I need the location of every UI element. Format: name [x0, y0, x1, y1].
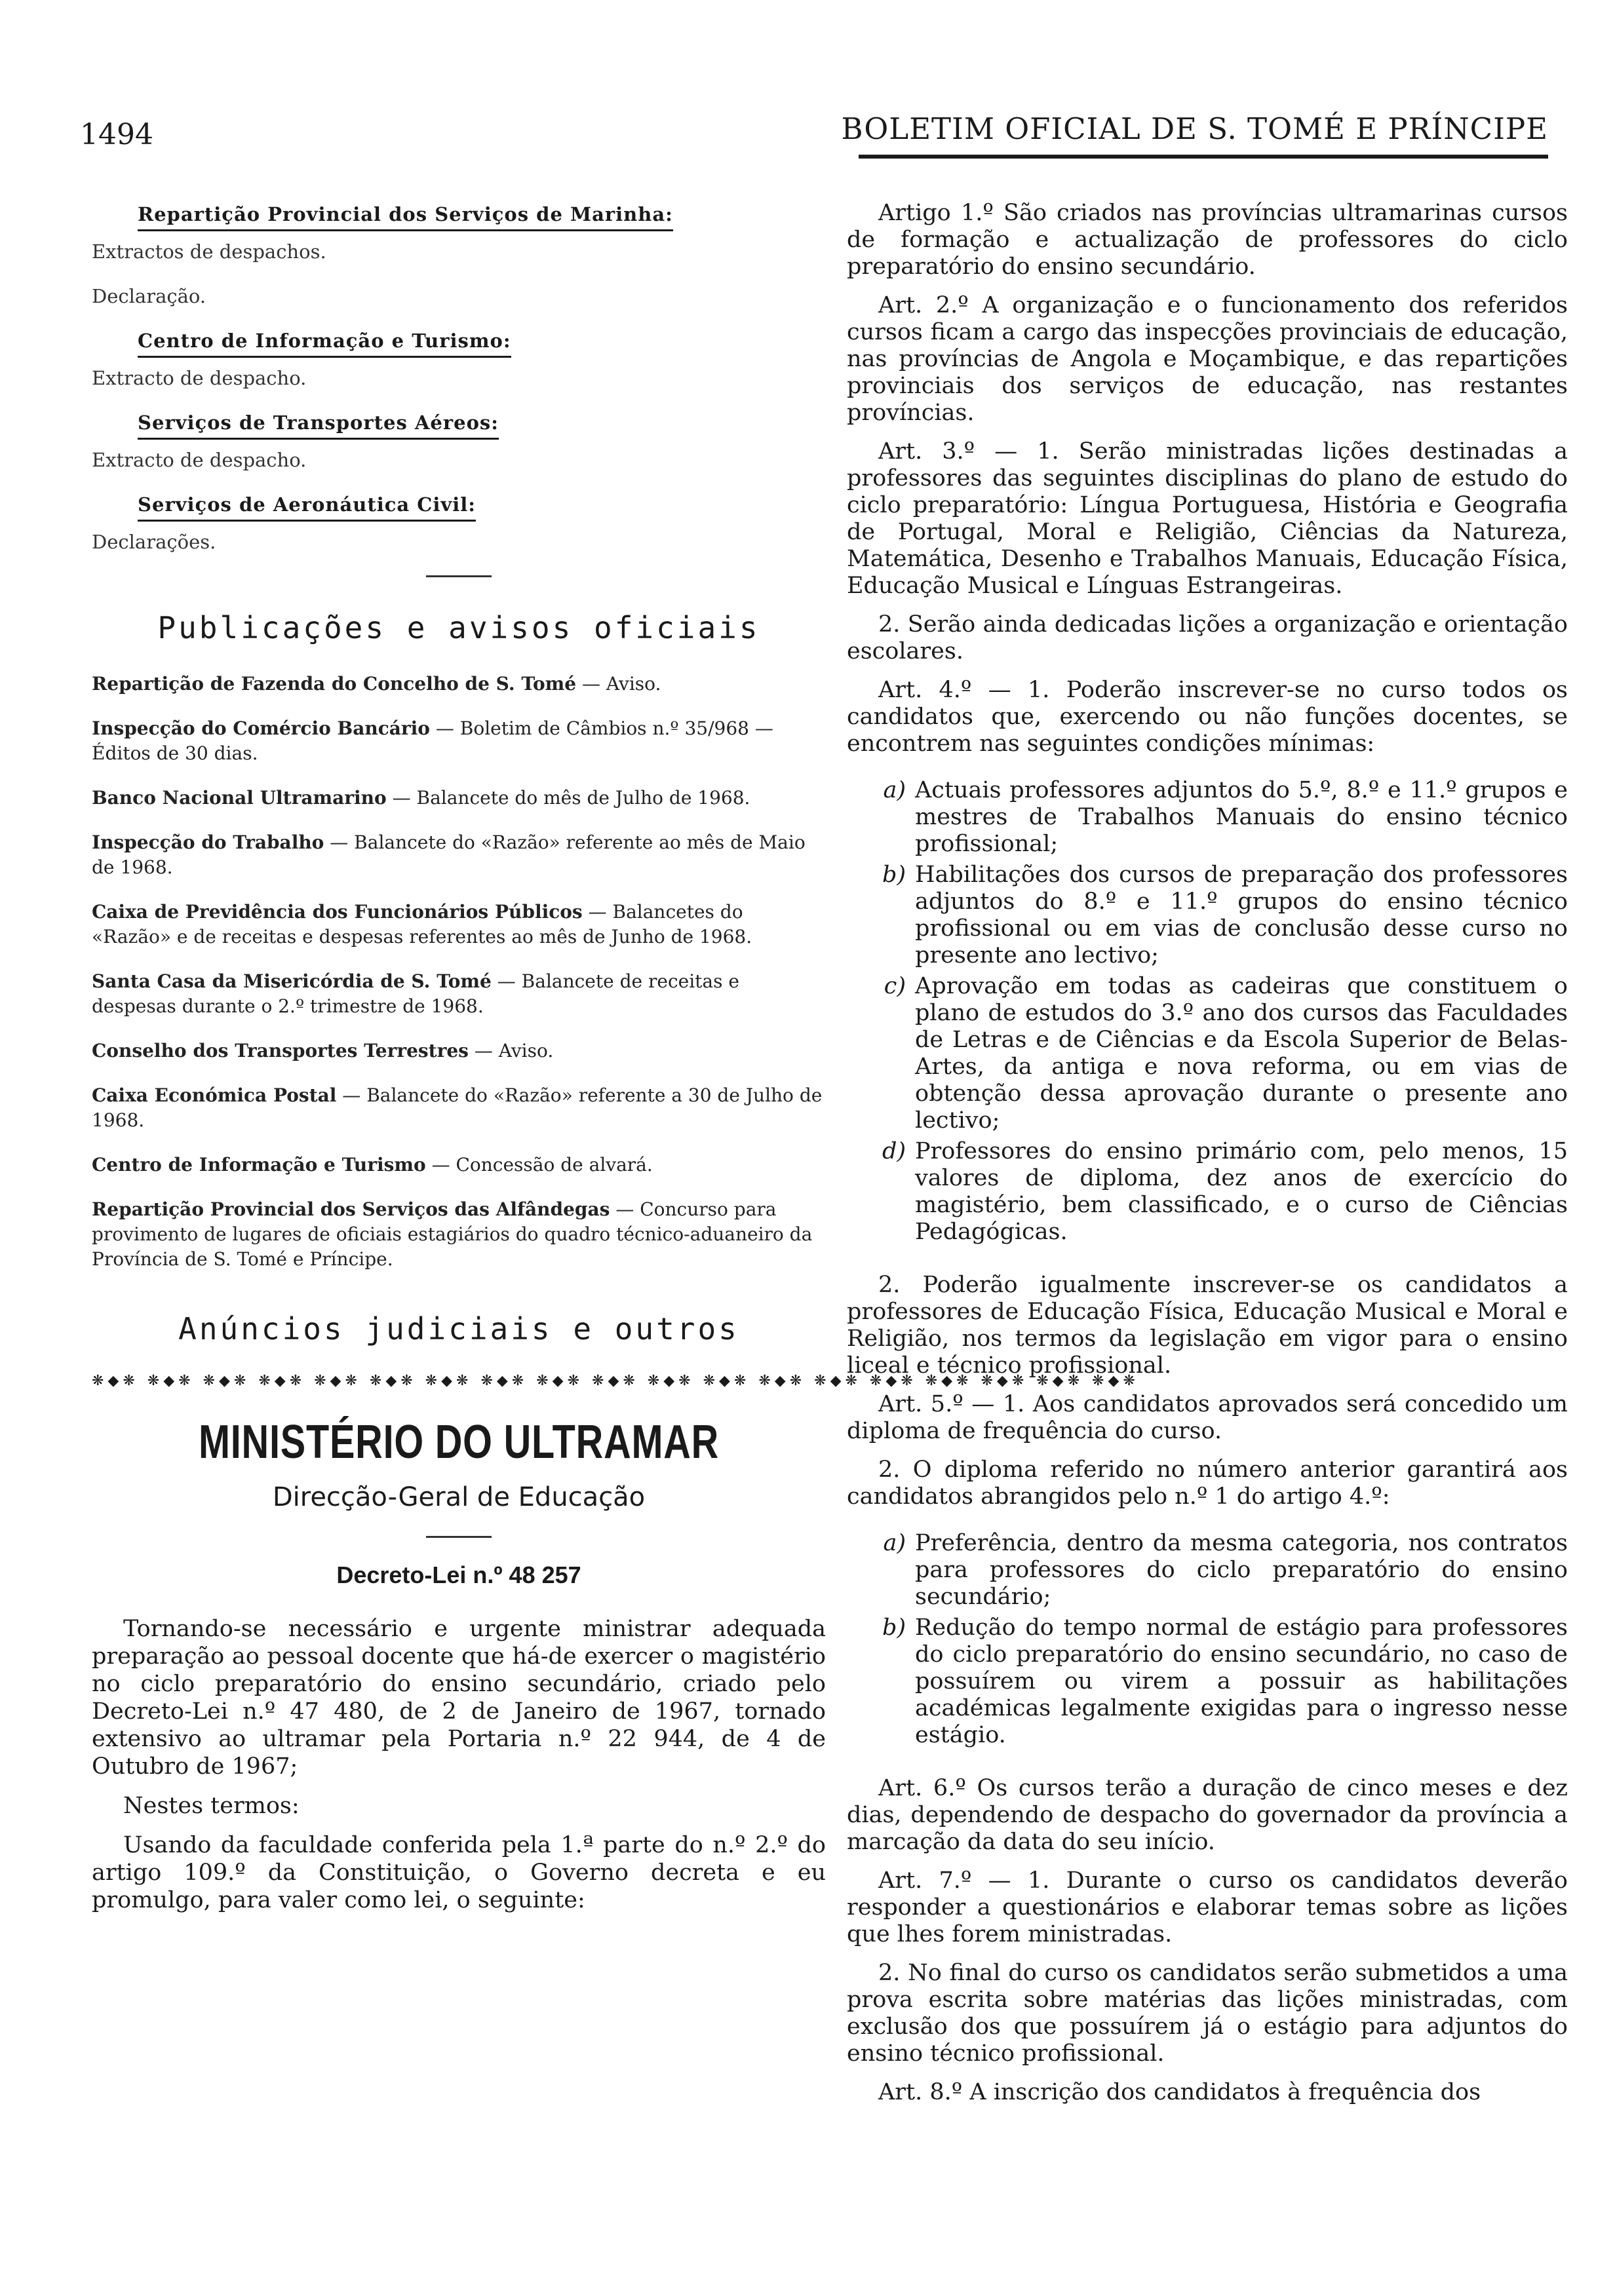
publication-org: Caixa Económica Postal: [92, 1084, 337, 1106]
publication-org: Banco Nacional Ultramarino: [92, 787, 387, 809]
article-4-1: Art. 4.º — 1. Poderão inscrever-se no curso todos os candidatos que, exercendo ou não funções docentes, se encontrem nas seguintes condições mínimas:: [847, 677, 1568, 757]
summary-heading: Serviços de Transportes Aéreos:: [138, 411, 499, 440]
publication-text: — Balancete do mês de Julho de 1968.: [386, 787, 750, 809]
page-number: 1494: [80, 118, 153, 151]
separator-rule: [426, 575, 492, 577]
summary-item: Declarações.: [92, 531, 216, 553]
article-3-1: Art. 3.º — 1. Serão ministradas lições destinadas a professores das seguintes disciplinas do plano de estudo do ciclo preparatório: Língua Portuguesa, História e Geografia de Portugal, Moral e Religião, Ciências da Natureza, Matemática, Desenho e Trabalhos Manuais, Educação Física, Educação Musical e Línguas Estrangeiras.: [847, 438, 1568, 599]
article-8: Art. 8.º A inscrição dos candidatos à frequência dos: [878, 2079, 1481, 2105]
summary-heading: Centro de Informação e Turismo:: [138, 330, 511, 358]
header-rule: [859, 155, 1548, 159]
publication-text: — Balancete do «Razão» referente ao mês de Maio de 1968.: [92, 832, 806, 878]
separator-rule: [426, 1536, 492, 1538]
publication-text: — Aviso.: [468, 1040, 554, 1062]
publication-item: [92, 1153, 826, 1177]
publication-text: — Concurso para provimento de lugares de oficiais estagiários do quadro técnico-aduaneiro da Província de S. Tomé e Príncipe.: [92, 1198, 813, 1270]
publication-text: — Aviso.: [576, 673, 661, 695]
article-3-2: 2. Serão ainda dedicadas lições a organização e orientação escolares.: [847, 611, 1568, 664]
ornament-divider: ❋◆❋ ❋◆❋ ❋◆❋ ❋◆❋ ❋◆❋ ❋◆❋ ❋◆❋ ❋◆❋ ❋◆❋ ❋◆❋ ❋◆❋ ❋◆❋ ❋◆❋ ❋◆❋ ❋◆❋ ❋◆❋ ❋◆❋ ❋◆❋ ❋◆❋: [92, 1373, 1139, 1389]
publication-text: — Balancete de receitas e despesas durante o 2.º trimestre de 1968.: [92, 970, 739, 1017]
bulletin-title: BOLETIM OFICIAL DE S. TOMÉ E PRÍNCIPE: [841, 111, 1548, 146]
publication-org: Conselho dos Transportes Terrestres: [92, 1040, 469, 1062]
article-5-1: Art. 5.º — 1. Aos candidatos aprovados será concedido um diploma de frequência do curso.: [847, 1391, 1568, 1444]
publication-org: Centro de Informação e Turismo: [92, 1154, 426, 1176]
summary-item: Extracto de despacho.: [92, 367, 307, 389]
right-column: [847, 200, 1568, 2118]
list-item: a) Preferência, dentro da mesma categoria, nos contratos para professores do ciclo preparatório do ensino secundário;: [883, 1530, 1568, 1610]
list-item: d) Professores do ensino primário com, pelo menos, 15 valores de diploma, dez anos de exercício do magistério, bem classificado, e o curso de Ciências Pedagógicas.: [882, 1138, 1568, 1245]
publications-title: Publicações e avisos oficiais: [157, 610, 760, 645]
article-6: Art. 6.º Os cursos terão a duração de cinco meses e dez dias, dependendo de despacho do governador da província a marcação da data do seu início.: [847, 1775, 1568, 1855]
article-1: Artigo 1.º São criados nas províncias ultramarinas cursos de formação e actualização de professores do ciclo preparatório do ensino secundário.: [847, 200, 1568, 280]
publication-text: — Concessão de alvará.: [425, 1154, 653, 1176]
article-7-1: Art. 7.º — 1. Durante o curso os candidatos deverão responder a questionários e elaborar temas sobre as lições que lhes forem ministradas.: [847, 1867, 1568, 1947]
summary-section: [92, 203, 826, 553]
announcements-title: Anúncios judiciais e outros: [178, 1311, 739, 1347]
list-item: b) Redução do tempo normal de estágio para professores do ciclo preparatório do ensino secundário, no caso de possuírem ou virem a possuir as habilitações académicas legalmente exigidas para o ingresso nesse estágio.: [882, 1615, 1568, 1748]
article-5-list: [847, 1530, 1568, 1749]
list-item: c) Aprovação em todas as cadeiras que constituem o plano de estudos do 3.º ano dos cursos das Faculdades de Letras e de Ciências e da Escola Superior de Belas-Artes, da antiga e nova reforma, ou em vias de obtenção dessa aprovação durante o presente ano lectivo;: [884, 973, 1568, 1134]
publication-org: Repartição de Fazenda do Concelho de S. Tomé: [92, 673, 577, 695]
publication-item: [92, 716, 826, 766]
list-item: b) Habilitações dos cursos de preparação dos professores adjuntos do 8.º e 11.º grupos do ensino técnico profissional ou em vias de conclusão desse curso no presente ano lectivo;: [882, 862, 1568, 968]
decree-paragraph: Tornando-se necessário e urgente ministrar adequada preparação ao pessoal docente que há-de exercer o magistério no ciclo preparatório do ensino secundário, criado pelo Decreto-Lei n.º 47 480, de 2 de Janeiro de 1967, tornado extensivo ao ultramar pela Portaria n.º 22 944, de 4 de Outubro de 1967;: [92, 1616, 826, 1780]
decree-title: Decreto-Lei n.º 48 257: [336, 1561, 581, 1588]
publication-item: [92, 830, 826, 880]
list-item: a) Actuais professores adjuntos do 5.º, 8.º e 11.º grupos e mestres de Trabalhos Manuais do ensino técnico profissional;: [883, 777, 1568, 857]
publication-item: [92, 672, 826, 697]
article-2: Art. 2.º A organização e o funcionamento dos referidos cursos ficam a cargo das inspecções provinciais de educação, nas províncias de Angola e Moçambique, e das repartições provinciais dos serviços de educação, nas restantes províncias.: [847, 292, 1568, 426]
decree-paragraph: Nestes termos:: [123, 1793, 300, 1819]
publication-text: — Boletim de Câmbios n.º 35/968 — Éditos de 30 dias.: [92, 718, 773, 764]
publication-org: Repartição Provincial dos Serviços das Alfândegas: [92, 1198, 610, 1220]
publication-text: — Balancetes do «Razão» e de receitas e despesas referentes ao mês de Junho de 1968.: [92, 901, 752, 947]
publication-org: Caixa de Previdência dos Funcionários Públicos: [92, 901, 583, 923]
publication-item: [92, 900, 826, 949]
direction-title: Direcção-Geral de Educação: [272, 1482, 646, 1512]
article-7-2: 2. No final do curso os candidatos serão submetidos a uma prova escrita sobre matérias das lições ministradas, com exclusão dos que possuírem já o estágio para adjuntos do ensino técnico profissional.: [847, 1960, 1568, 2067]
publication-item: [92, 1197, 826, 1272]
publication-item: [92, 1039, 826, 1063]
publications-list: [92, 672, 826, 1272]
ministry-title: MINISTÉRIO DO ULTRAMAR: [198, 1416, 720, 1468]
publication-item: [92, 969, 826, 1019]
publication-org: Inspecção do Trabalho: [92, 832, 324, 853]
decree-paragraph: Usando da faculdade conferida pela 1.ª parte do n.º 2.º do artigo 109.º da Constituição, o Governo decreta e eu promulgo, para valer como lei, o seguinte:: [92, 1832, 826, 1913]
article-4-list: [847, 777, 1568, 1246]
summary-item: Extractos de despachos.: [92, 240, 326, 263]
article-4-2: 2. Poderão igualmente inscrever-se os candidatos a professores de Educação Física, Educação Musical e Moral e Religião, nos termos da legislação em vigor para o ensino liceal e técnico profissional.: [847, 1272, 1568, 1379]
article-5-2: 2. O diploma referido no número anterior garantirá aos candidatos abrangidos pelo n.º 1 do artigo 4.º:: [847, 1457, 1568, 1510]
left-column: [92, 203, 1139, 1926]
summary-heading: Repartição Provincial dos Serviços de Marinha:: [138, 203, 673, 231]
publication-item: [92, 786, 826, 811]
publication-org: Inspecção do Comércio Bancário: [92, 718, 430, 739]
summary-item: Declaração.: [92, 285, 206, 307]
summary-item: Extracto de despacho.: [92, 449, 307, 471]
summary-heading: Serviços de Aeronáutica Civil:: [138, 493, 476, 522]
publication-org: Santa Casa da Misericórdia de S. Tomé: [92, 970, 492, 992]
publication-text: — Balancete do «Razão» referente a 30 de Julho de 1968.: [92, 1084, 823, 1131]
publication-item: [92, 1083, 826, 1133]
